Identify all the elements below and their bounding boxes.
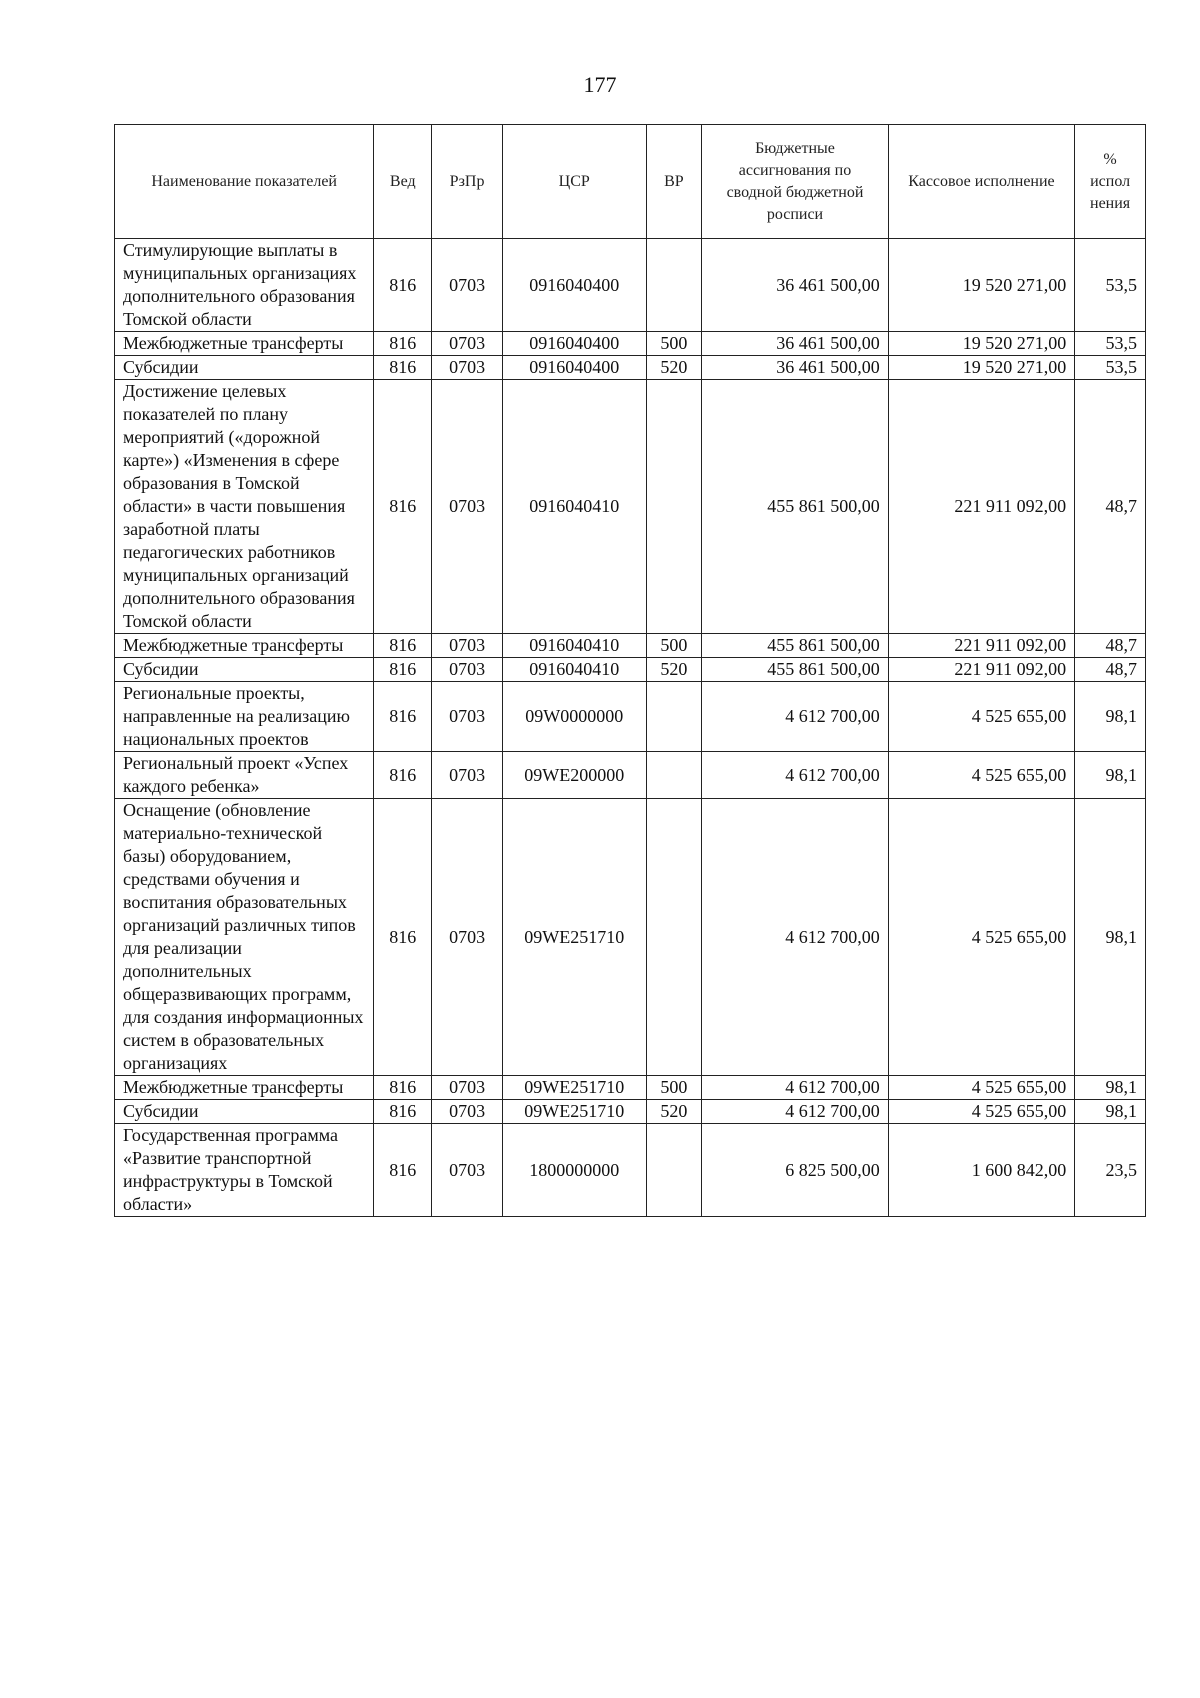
row-name: Межбюджетные трансферты bbox=[115, 634, 374, 658]
row-rzpr: 0703 bbox=[432, 239, 503, 332]
row-vr: 520 bbox=[646, 658, 702, 682]
row-name: Межбюджетные трансферты bbox=[115, 332, 374, 356]
row-cash: 221 911 092,00 bbox=[888, 380, 1074, 634]
row-csr: 0916040400 bbox=[502, 332, 646, 356]
header-cash: Кассовое исполнение bbox=[888, 125, 1074, 239]
header-budget: Бюджетные ассигнования по сводной бюджетной росписи bbox=[702, 125, 888, 239]
row-cash: 4 525 655,00 bbox=[888, 1076, 1074, 1100]
row-percent: 53,5 bbox=[1075, 239, 1146, 332]
row-ved: 816 bbox=[374, 634, 432, 658]
header-vr: ВР bbox=[646, 125, 702, 239]
row-percent: 53,5 bbox=[1075, 356, 1146, 380]
row-cash: 19 520 271,00 bbox=[888, 356, 1074, 380]
row-budget: 6 825 500,00 bbox=[702, 1124, 888, 1217]
row-budget: 455 861 500,00 bbox=[702, 658, 888, 682]
row-name: Региональные проекты, направленные на реализацию национальных проектов bbox=[115, 682, 374, 752]
row-cash: 221 911 092,00 bbox=[888, 658, 1074, 682]
row-cash: 19 520 271,00 bbox=[888, 239, 1074, 332]
row-csr: 0916040400 bbox=[502, 239, 646, 332]
table-row bbox=[115, 634, 1146, 658]
row-vr: 500 bbox=[646, 332, 702, 356]
row-ved: 816 bbox=[374, 752, 432, 799]
row-ved: 816 bbox=[374, 658, 432, 682]
row-csr: 09WE251710 bbox=[502, 1076, 646, 1100]
row-vr bbox=[646, 239, 702, 332]
row-percent: 48,7 bbox=[1075, 380, 1146, 634]
row-rzpr: 0703 bbox=[432, 380, 503, 634]
row-ved: 816 bbox=[374, 356, 432, 380]
table-row bbox=[115, 1076, 1146, 1100]
row-percent: 98,1 bbox=[1075, 682, 1146, 752]
header-rzpr: РзПр bbox=[432, 125, 503, 239]
row-ved: 816 bbox=[374, 380, 432, 634]
row-percent: 53,5 bbox=[1075, 332, 1146, 356]
row-name: Достижение целевых показателей по плану мероприятий («дорожной карте») «Изменения в сфере образования в Томской области» в части повышения заработной платы педагогических работников муниципальных организаций дополнительного образования Томской области bbox=[115, 380, 374, 634]
header-ved: Вед bbox=[374, 125, 432, 239]
row-cash: 4 525 655,00 bbox=[888, 682, 1074, 752]
header-name: Наименование показателей bbox=[115, 125, 374, 239]
table-row bbox=[115, 332, 1146, 356]
row-budget: 4 612 700,00 bbox=[702, 682, 888, 752]
row-percent: 48,7 bbox=[1075, 658, 1146, 682]
row-vr bbox=[646, 380, 702, 634]
row-csr: 09WE251710 bbox=[502, 799, 646, 1076]
row-budget: 4 612 700,00 bbox=[702, 799, 888, 1076]
row-percent: 48,7 bbox=[1075, 634, 1146, 658]
row-csr: 09WE200000 bbox=[502, 752, 646, 799]
row-ved: 816 bbox=[374, 239, 432, 332]
row-cash: 19 520 271,00 bbox=[888, 332, 1074, 356]
row-name: Региональный проект «Успех каждого ребенка» bbox=[115, 752, 374, 799]
row-name: Стимулирующие выплаты в муниципальных организациях дополнительного образования Томской области bbox=[115, 239, 374, 332]
row-rzpr: 0703 bbox=[432, 1100, 503, 1124]
row-rzpr: 0703 bbox=[432, 799, 503, 1076]
row-rzpr: 0703 bbox=[432, 752, 503, 799]
table-row bbox=[115, 752, 1146, 799]
row-vr: 520 bbox=[646, 1100, 702, 1124]
table-row bbox=[115, 380, 1146, 634]
row-cash: 221 911 092,00 bbox=[888, 634, 1074, 658]
row-csr: 0916040410 bbox=[502, 634, 646, 658]
row-csr: 0916040410 bbox=[502, 658, 646, 682]
row-percent: 23,5 bbox=[1075, 1124, 1146, 1217]
row-ved: 816 bbox=[374, 1124, 432, 1217]
table-row bbox=[115, 799, 1146, 1076]
row-name: Межбюджетные трансферты bbox=[115, 1076, 374, 1100]
table-row bbox=[115, 356, 1146, 380]
row-vr: 520 bbox=[646, 356, 702, 380]
row-csr: 1800000000 bbox=[502, 1124, 646, 1217]
row-csr: 0916040400 bbox=[502, 356, 646, 380]
row-budget: 4 612 700,00 bbox=[702, 1100, 888, 1124]
page-number: 177 bbox=[583, 72, 617, 97]
row-vr: 500 bbox=[646, 1076, 702, 1100]
row-rzpr: 0703 bbox=[432, 356, 503, 380]
row-percent: 98,1 bbox=[1075, 752, 1146, 799]
budget-table bbox=[114, 124, 1146, 1217]
table-row bbox=[115, 1100, 1146, 1124]
row-budget: 455 861 500,00 bbox=[702, 634, 888, 658]
table-row bbox=[115, 682, 1146, 752]
row-csr: 0916040410 bbox=[502, 380, 646, 634]
header-csr: ЦСР bbox=[502, 125, 646, 239]
table-header-row bbox=[115, 125, 1146, 239]
row-ved: 816 bbox=[374, 332, 432, 356]
row-vr bbox=[646, 752, 702, 799]
row-rzpr: 0703 bbox=[432, 658, 503, 682]
header-percent: % испол нения bbox=[1075, 125, 1146, 239]
row-percent: 98,1 bbox=[1075, 1100, 1146, 1124]
row-budget: 36 461 500,00 bbox=[702, 332, 888, 356]
row-rzpr: 0703 bbox=[432, 1124, 503, 1217]
row-rzpr: 0703 bbox=[432, 682, 503, 752]
row-percent: 98,1 bbox=[1075, 799, 1146, 1076]
row-name: Государственная программа «Развитие транспортной инфраструктуры в Томской области» bbox=[115, 1124, 374, 1217]
row-ved: 816 bbox=[374, 1076, 432, 1100]
row-vr bbox=[646, 799, 702, 1076]
row-budget: 36 461 500,00 bbox=[702, 239, 888, 332]
table-row bbox=[115, 658, 1146, 682]
row-vr: 500 bbox=[646, 634, 702, 658]
row-rzpr: 0703 bbox=[432, 634, 503, 658]
row-ved: 816 bbox=[374, 799, 432, 1076]
row-cash: 4 525 655,00 bbox=[888, 1100, 1074, 1124]
row-csr: 09WE251710 bbox=[502, 1100, 646, 1124]
row-rzpr: 0703 bbox=[432, 1076, 503, 1100]
row-percent: 98,1 bbox=[1075, 1076, 1146, 1100]
row-vr bbox=[646, 1124, 702, 1217]
row-ved: 816 bbox=[374, 1100, 432, 1124]
row-vr bbox=[646, 682, 702, 752]
row-name: Оснащение (обновление материально-технической базы) оборудованием, средствами обучения и воспитания образовательных организаций различных типов для реализации дополнительных общеразвивающих программ, для создания информационных систем в образовательных организациях bbox=[115, 799, 374, 1076]
row-budget: 4 612 700,00 bbox=[702, 752, 888, 799]
row-budget: 36 461 500,00 bbox=[702, 356, 888, 380]
row-ved: 816 bbox=[374, 682, 432, 752]
table-row bbox=[115, 239, 1146, 332]
row-rzpr: 0703 bbox=[432, 332, 503, 356]
row-cash: 1 600 842,00 bbox=[888, 1124, 1074, 1217]
row-name: Субсидии bbox=[115, 1100, 374, 1124]
table-row bbox=[115, 1124, 1146, 1217]
row-name: Субсидии bbox=[115, 658, 374, 682]
row-budget: 4 612 700,00 bbox=[702, 1076, 888, 1100]
row-budget: 455 861 500,00 bbox=[702, 380, 888, 634]
row-csr: 09W0000000 bbox=[502, 682, 646, 752]
row-cash: 4 525 655,00 bbox=[888, 799, 1074, 1076]
row-name: Субсидии bbox=[115, 356, 374, 380]
row-cash: 4 525 655,00 bbox=[888, 752, 1074, 799]
